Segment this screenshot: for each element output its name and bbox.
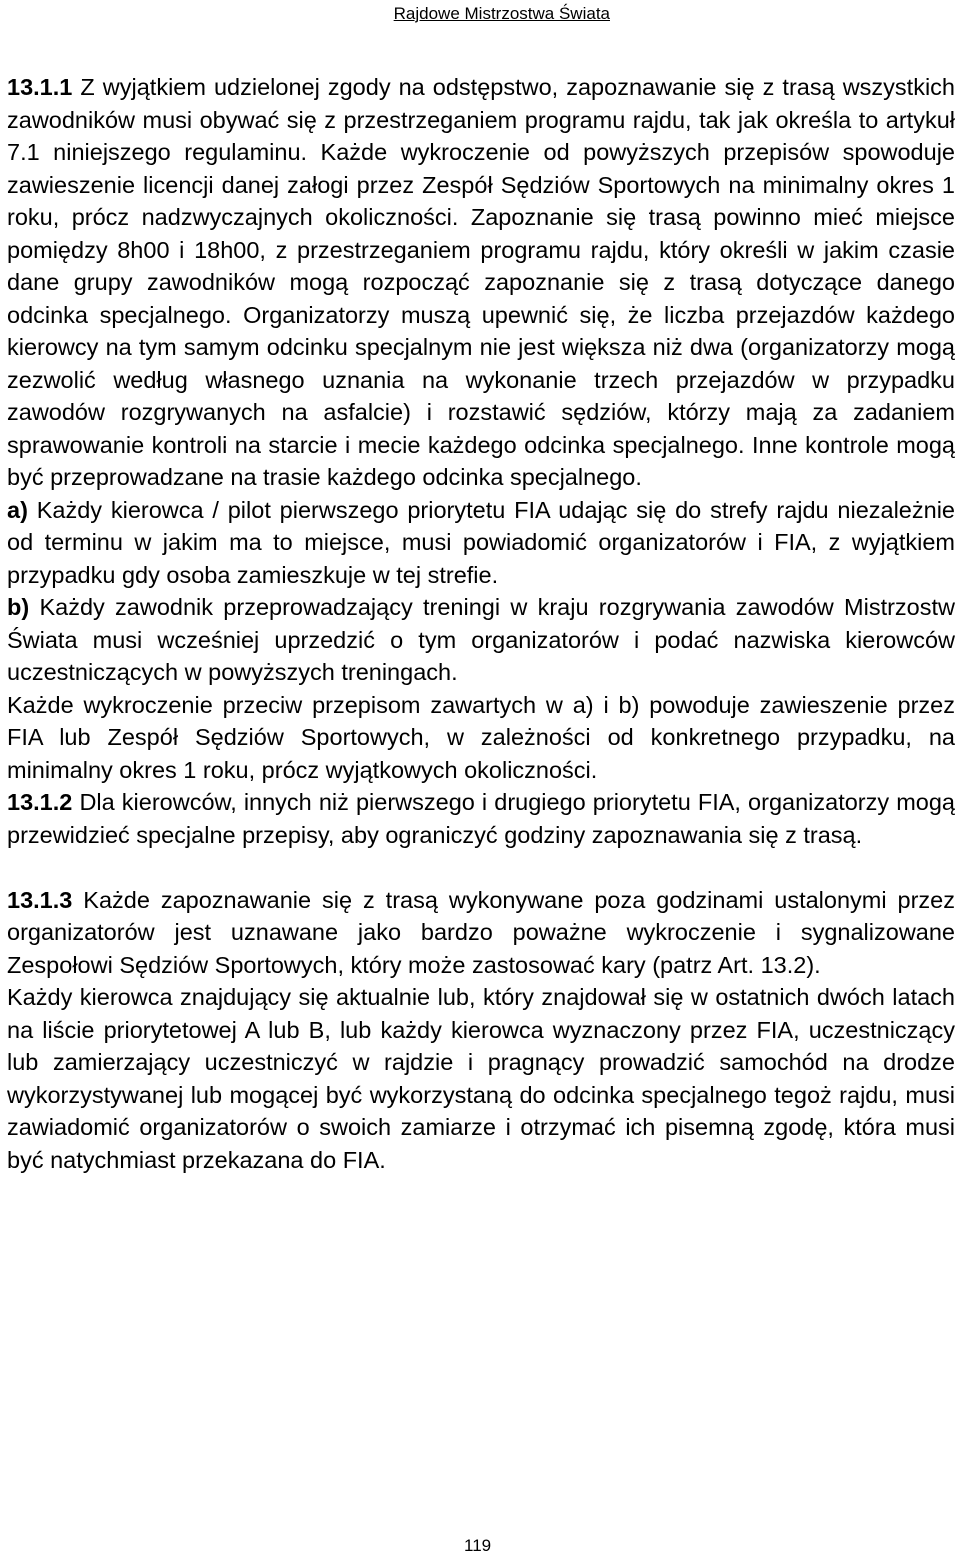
- section-number: 13.1.1: [7, 74, 73, 100]
- item-label-b: b): [7, 594, 30, 620]
- paragraph-penalty: Każde wykroczenie przeciw przepisom zawartych w a) i b) powoduje zawieszenie przez FIA lub Zespół Sędziów Sportowych, w zależności od konkretnego przypadku, na minimalny okres 1 roku, prócz wyjątkowych okoliczności.: [7, 691, 955, 783]
- page-number: 119: [464, 1536, 492, 1555]
- paragraph-a: [7, 494, 955, 592]
- paragraph-13-1-3: [7, 884, 955, 982]
- paragraph-text: Każdy kierowca / pilot pierwszego priorytetu FIA udając się do strefy rajdu niezależnie od terminu w jakim ma to miejsce, musi powiadomić organizatorów i FIA, z wyjątkiem przypadku gdy osoba zamieszkuje w tej strefie.: [7, 496, 955, 588]
- paragraph-text: Dla kierowców, innych niż pierwszego i drugiego priorytetu FIA, organizatorzy mogą przewidzieć specjalne przepisy, aby ograniczyć godziny zapoznawania się z trasą.: [7, 789, 955, 848]
- paragraph-13-1-1: [7, 71, 955, 494]
- section-number: 13.1.2: [7, 789, 73, 815]
- paragraph-13-1-3-continued: Każdy kierowca znajdujący się aktualnie lub, który znajdował się w ostatnich dwóch latach na liście priorytetowej A lub B, lub każdy kierowca wyznaczony przez FIA, uczestniczący lub zamierzający uczestniczyć w rajdzie i pragnący prowadzić samochód na drodze wykorzystywanej lub mogącej być wykorzystaną do odcinka specjalnego tegoż rajdu, musi zawiadomić organizatorów o swoich zamiarze i otrzymać ich pisemną zgodę, która musi być natychmiast przekazana do FIA.: [7, 984, 955, 1173]
- paragraph-b: [7, 591, 955, 689]
- paragraph-text: Z wyjątkiem udzielonej zgody na odstępstwo, zapoznawanie się z trasą wszystkich zawodników musi obywać się z przestrzeganiem programu rajdu, tak jak określa to artykuł 7.1 niniejszego regulaminu. Każde wykroczenie od powyższych przepisów spowoduje zawieszenie licencji danej załogi przez Zespół Sędziów Sportowych na minimalny okres 1 roku, prócz nadzwyczajnych okoliczności. Zapoznanie się trasą powinno mieć miejsce pomiędzy 8h00 i 18h00, z przestrzeganiem programu rajdu, który określi w jakim czasie dane grupy zawodników mogą rozpocząć zapoznanie się z trasą dotyczące danego odcinka specjalnego. Organizatorzy muszą upewnić się, że liczba przejazdów każdego kierowcy na tym samym odcinku specjalnym nie jest większa niż dwa (organizatorzy mogą zezwolić według własnego uznania na wykonanie trzech przejazdów w przypadku zawodów rozgrywanych na asfalcie) i rozstawić sędziów, którzy mają za zadaniem sprawowanie kontroli na starcie i mecie każdego odcinka specjalnego. Inne kontrole mogą być przeprowadzane na trasie każdego odcinka specjalnego.: [7, 74, 955, 490]
- page-header-title: Rajdowe Mistrzostwa Świata: [393, 4, 610, 23]
- item-label-a: a): [7, 496, 28, 523]
- blank-line: [7, 851, 955, 884]
- paragraph-text: Każdy zawodnik przeprowadzający treningi w kraju rozgrywania zawodów Mistrzostw Świata musi wcześniej uprzedzić o tym organizatorów i podać nazwiska kierowców uczestniczących w powyższych treningach.: [7, 594, 955, 685]
- paragraph-13-1-2: [7, 786, 955, 851]
- document-body: [7, 71, 955, 1176]
- paragraph-text: Każde zapoznawanie się z trasą wykonywane poza godzinami ustalonymi przez organizatorów jest uznawane jako bardzo poważne wykroczenie i sygnalizowane Zespołowi Sędziów Sportowych, który może zastosować kary (patrz Art. 13.2).: [7, 886, 955, 978]
- section-number: 13.1.3: [7, 886, 73, 913]
